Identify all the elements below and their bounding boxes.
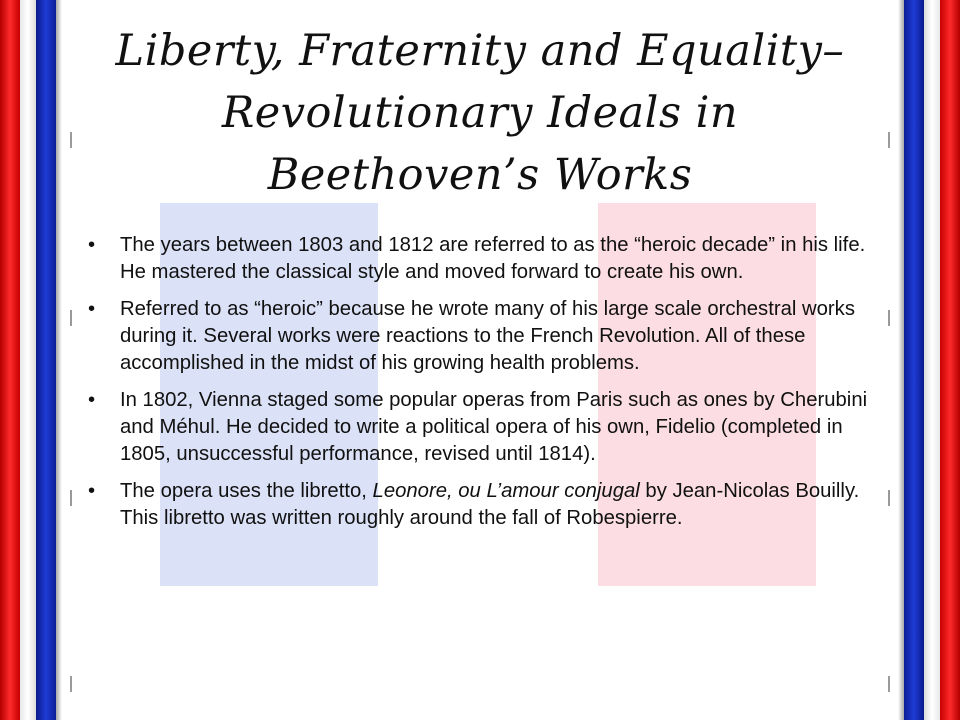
left-tick-mark (70, 490, 72, 506)
right-tick-mark (888, 490, 890, 506)
right-tick-mark (888, 310, 890, 326)
left-tick-mark (70, 132, 72, 148)
bullet-dot: • (88, 389, 96, 411)
bullet-text: Referred to as “heroic” because he wrote many of his large scale orchestral works during it. Several works were reactions to the French Revolution. All of these accomplished in the midst of his growing health problems. (120, 298, 855, 374)
left-border-shadow (56, 0, 62, 720)
left-tricolor-border (0, 0, 58, 720)
left-white-stripe (20, 0, 36, 720)
left-red-stripe (0, 0, 20, 720)
bullet-list (86, 232, 886, 532)
bullet-dot: • (88, 234, 96, 256)
bullet-dot: • (88, 298, 96, 320)
bullet-item (86, 387, 886, 468)
right-red-stripe (940, 0, 960, 720)
bullet-item (86, 232, 886, 286)
bullet-text-end: by Jean-Nicolas Bouilly. This libretto was written roughly around the fall of Robespierre. (120, 480, 860, 529)
bullet-text: The years between 1803 and 1812 are referred to as the “heroic decade” in his life. He mastered the classical style and moved forward to create his own. (120, 234, 866, 283)
bullet-item (86, 478, 886, 532)
left-blue-stripe (36, 0, 56, 720)
bullet-text: In 1802, Vienna staged some popular operas from Paris such as ones by Cherubini and Méhul. He decided to write a political opera of his own, Fidelio (completed in 1805, unsuccessful performance, revised until 1814). (120, 389, 868, 465)
bullet-item (86, 296, 886, 377)
right-tick-mark (888, 676, 890, 692)
left-tick-mark (70, 676, 72, 692)
right-tricolor-border (902, 0, 960, 720)
bullet-text-start: The opera uses the libretto, (120, 480, 373, 502)
left-tick-mark (70, 310, 72, 326)
right-tick-mark (888, 132, 890, 148)
right-blue-stripe (904, 0, 924, 720)
bullet-dot: • (88, 480, 96, 502)
slide-title: Liberty, Fraternity and Equality–Revolutionary Ideals in Beethoven’s Works (115, 26, 845, 200)
right-white-stripe (924, 0, 940, 720)
slide-body (86, 232, 886, 542)
libretto-title: Leonore, ou L’amour conjugal (372, 480, 640, 502)
